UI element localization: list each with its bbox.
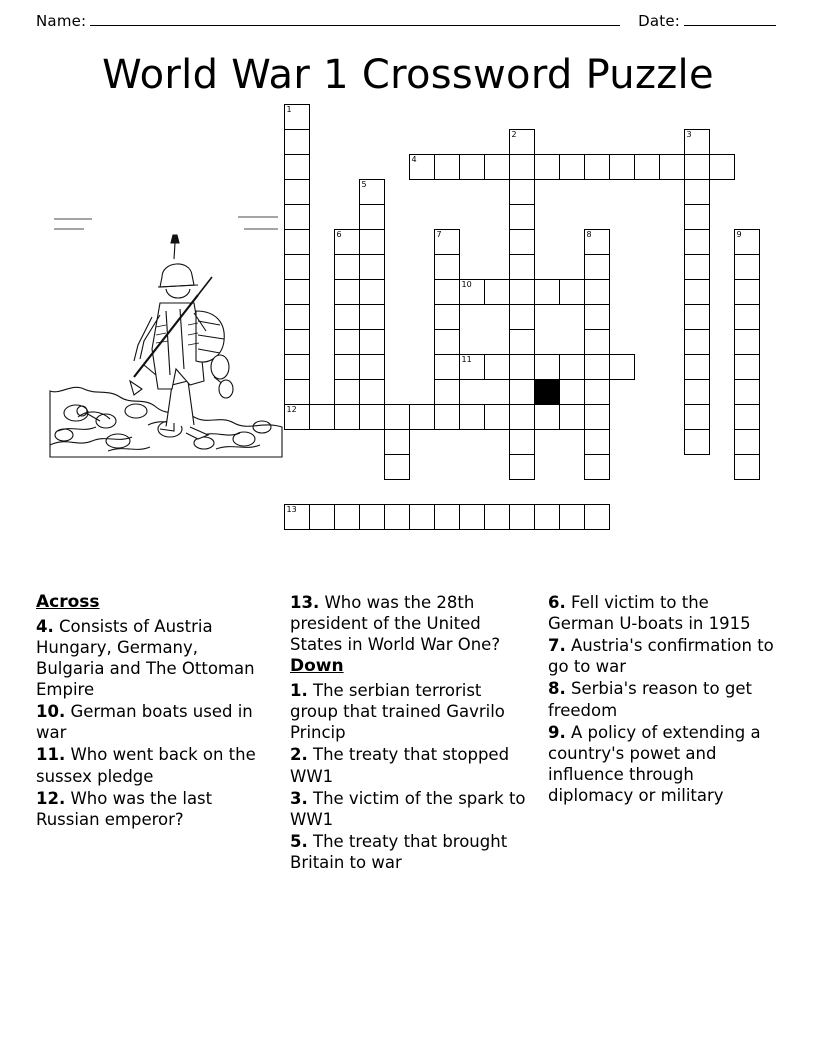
grid-cell[interactable] [584,229,610,255]
clue-text: Serbia's reason to get freedom [548,679,752,720]
grid-cell[interactable] [359,354,385,380]
clue-text: The victim of the spark to WW1 [290,788,526,829]
grid-cell[interactable] [534,404,560,430]
grid-cell[interactable] [609,354,635,380]
grid-cell[interactable] [334,304,360,330]
name-date-row [36,10,780,30]
grid-cell[interactable] [484,404,510,430]
grid-cell[interactable] [434,229,460,255]
grid-cell[interactable] [459,404,485,430]
grid-cell[interactable] [284,504,310,530]
grid-cell[interactable] [584,404,610,430]
down-heading: Down [290,656,344,677]
clue-number: 8. [548,679,566,699]
grid-cell[interactable] [534,279,560,305]
clue-number: 9. [548,722,566,742]
grid-cell-number: 6 [336,230,342,239]
grid-cell[interactable] [384,404,410,430]
grid-cell[interactable] [334,229,360,255]
grid-cell[interactable] [284,104,310,130]
clue-text: Who was the 28th president of the United States in World War One? [290,593,501,655]
grid-cell[interactable] [684,304,710,330]
grid-cell[interactable] [509,229,535,255]
ww1-soldier-illustration [48,199,284,464]
grid-cell[interactable] [284,329,310,355]
page-title: World War 1 Crossword Puzzle [102,52,714,98]
crossword-grid[interactable] [284,104,784,574]
clues-column-1 [36,592,268,874]
grid-cell[interactable] [434,504,460,530]
grid-cell[interactable] [284,354,310,380]
grid-cell[interactable] [284,254,310,280]
grid-cell[interactable] [684,429,710,455]
grid-cell-number: 13 [286,505,297,514]
clue-across-13 [290,592,526,655]
grid-cell[interactable] [359,279,385,305]
grid-cell[interactable] [584,504,610,530]
clue-across-11 [36,744,268,786]
clue-number: 3. [290,788,308,808]
grid-cell[interactable] [584,254,610,280]
grid-cell[interactable] [684,204,710,230]
grid-cell[interactable] [434,404,460,430]
grid-cell[interactable] [284,404,310,430]
grid-cell[interactable] [734,454,760,480]
clues-column-3 [548,592,774,874]
grid-cell[interactable] [734,254,760,280]
clue-down-9 [548,722,774,806]
grid-cell[interactable] [684,154,710,180]
grid-cell[interactable] [284,229,310,255]
clue-text: The serbian terrorist group that trained Gavrilo Princip [290,681,505,743]
grid-cell[interactable] [734,354,760,380]
grid-cell[interactable] [284,304,310,330]
grid-cell[interactable] [434,354,460,380]
grid-cell[interactable] [734,379,760,405]
grid-cell-number: 12 [286,405,297,414]
grid-cell[interactable] [284,154,310,180]
grid-cell-number: 1 [286,105,292,114]
clue-text: A policy of extending a country's powet and influence through diplomacy or military [548,722,761,805]
clue-across-10 [36,701,268,743]
grid-cell[interactable] [684,329,710,355]
grid-cell[interactable] [484,504,510,530]
grid-cell[interactable] [334,329,360,355]
grid-cell-number: 11 [461,355,472,364]
grid-cell[interactable] [684,379,710,405]
clue-number: 10. [36,702,66,722]
clue-text: Consists of Austria Hungary, Germany, Bulgaria and The Ottoman Empire [36,616,255,700]
clue-text: Who was the last Russian emperor? [36,788,213,829]
grid-cell[interactable] [459,279,485,305]
grid-cell[interactable] [509,504,535,530]
grid-cell[interactable] [359,229,385,255]
grid-cell[interactable] [359,379,385,405]
grid-cell[interactable] [509,129,535,155]
grid-cell[interactable] [659,154,685,180]
grid-cell[interactable] [459,154,485,180]
grid-cell[interactable] [284,129,310,155]
grid-cell[interactable] [534,504,560,530]
clue-text: Austria's confirmation to go to war [548,636,774,677]
date-label: Date: [638,12,680,30]
date-write-line[interactable] [684,25,776,26]
grid-cell[interactable] [534,154,560,180]
grid-cell-number: 8 [586,230,592,239]
grid-cell[interactable] [359,254,385,280]
grid-cell[interactable] [734,429,760,455]
grid-cell[interactable] [509,154,535,180]
grid-cell[interactable] [609,154,635,180]
grid-cell-number: 9 [736,230,742,239]
grid-cell[interactable] [684,179,710,205]
grid-cell[interactable] [284,204,310,230]
clue-number: 13. [290,593,320,612]
grid-cell[interactable] [634,154,660,180]
grid-cell[interactable] [684,129,710,155]
grid-cell[interactable] [434,254,460,280]
grid-cell[interactable] [359,304,385,330]
clue-number: 5. [290,831,308,851]
grid-cell[interactable] [584,429,610,455]
grid-cell-number: 7 [436,230,442,239]
grid-cell[interactable] [334,379,360,405]
grid-cell[interactable] [459,354,485,380]
grid-cell[interactable] [334,254,360,280]
grid-cell[interactable] [584,279,610,305]
grid-cell[interactable] [684,354,710,380]
grid-cell[interactable] [509,304,535,330]
grid-cell[interactable] [484,354,510,380]
clue-text: The treaty that stopped WW1 [290,745,510,786]
grid-cell[interactable] [484,154,510,180]
clue-text: The treaty that brought Britain to war [290,831,508,872]
grid-cell[interactable] [509,279,535,305]
grid-cell[interactable] [584,379,610,405]
grid-cell-number: 4 [411,155,417,164]
grid-cell-number: 10 [461,280,472,289]
grid-cell[interactable] [434,379,460,405]
grid-cell[interactable] [384,429,410,455]
grid-cell[interactable] [734,304,760,330]
puzzle-area [36,104,780,574]
grid-cell[interactable] [359,204,385,230]
grid-cell[interactable] [559,404,585,430]
clue-number: 1. [290,681,308,701]
clue-text: German boats used in war [36,702,253,743]
clue-number: 7. [548,636,566,656]
grid-cell[interactable] [309,404,335,430]
grid-cell-blocked [534,379,560,405]
grid-cell[interactable] [359,504,385,530]
grid-cell[interactable] [334,504,360,530]
grid-cell[interactable] [734,329,760,355]
grid-cell[interactable] [409,404,435,430]
grid-cell[interactable] [434,279,460,305]
grid-cell[interactable] [509,329,535,355]
grid-cell[interactable] [509,354,535,380]
grid-cell[interactable] [384,454,410,480]
grid-cell[interactable] [334,404,360,430]
name-label: Name: [36,12,87,30]
grid-cell[interactable] [584,304,610,330]
grid-cell[interactable] [484,279,510,305]
grid-cell[interactable] [284,179,310,205]
grid-cell[interactable] [359,404,385,430]
grid-cell[interactable] [684,279,710,305]
grid-cell[interactable] [684,254,710,280]
grid-cell[interactable] [709,154,735,180]
clues-section [36,592,780,874]
grid-cell[interactable] [359,179,385,205]
grid-cell[interactable] [559,354,585,380]
grid-cell[interactable] [334,354,360,380]
clue-down-7 [548,635,774,677]
grid-cell[interactable] [684,229,710,255]
grid-cell[interactable] [584,454,610,480]
grid-cell[interactable] [584,329,610,355]
clue-down-1 [290,680,526,743]
grid-cell[interactable] [334,279,360,305]
clue-down-6 [548,592,774,634]
clue-text: Fell victim to the German U-boats in 1915 [548,593,751,634]
grid-cell[interactable] [284,379,310,405]
grid-cell[interactable] [434,154,460,180]
grid-cell[interactable] [409,504,435,530]
grid-cell[interactable] [584,354,610,380]
grid-cell[interactable] [559,154,585,180]
grid-cell[interactable] [509,429,535,455]
clue-down-8 [548,678,774,720]
clue-across-12 [36,788,268,830]
grid-cell[interactable] [584,154,610,180]
grid-cell[interactable] [509,454,535,480]
clue-number: 2. [290,745,308,765]
grid-cell-number: 5 [361,180,367,189]
grid-cell[interactable] [284,279,310,305]
grid-cell[interactable] [434,304,460,330]
grid-cell[interactable] [509,379,535,405]
clue-down-3 [290,788,526,830]
clues-column-2 [290,592,526,874]
grid-cell[interactable] [434,329,460,355]
grid-cell[interactable] [359,329,385,355]
grid-cell[interactable] [409,154,435,180]
grid-cell[interactable] [509,404,535,430]
grid-cell[interactable] [734,404,760,430]
grid-cell[interactable] [734,279,760,305]
grid-cell[interactable] [384,504,410,530]
grid-cell[interactable] [534,354,560,380]
grid-cell[interactable] [509,204,535,230]
grid-cell[interactable] [684,404,710,430]
clue-number: 12. [36,788,66,808]
grid-cell[interactable] [734,229,760,255]
clue-text: Who went back on the sussex pledge [36,745,256,786]
grid-cell-number: 3 [686,130,692,139]
clue-number: 4. [36,616,54,636]
grid-cell[interactable] [559,504,585,530]
clue-number: 6. [548,593,566,612]
grid-cell[interactable] [509,179,535,205]
across-heading: Across [36,592,100,612]
grid-cell[interactable] [459,504,485,530]
clue-across-4 [36,616,268,700]
grid-cell-number: 2 [511,130,517,139]
grid-cell[interactable] [309,504,335,530]
name-write-line[interactable] [90,25,620,26]
clue-down-5 [290,831,526,873]
clue-number: 11. [36,745,66,765]
clue-down-2 [290,744,526,786]
grid-cell[interactable] [509,254,535,280]
grid-cell[interactable] [559,279,585,305]
